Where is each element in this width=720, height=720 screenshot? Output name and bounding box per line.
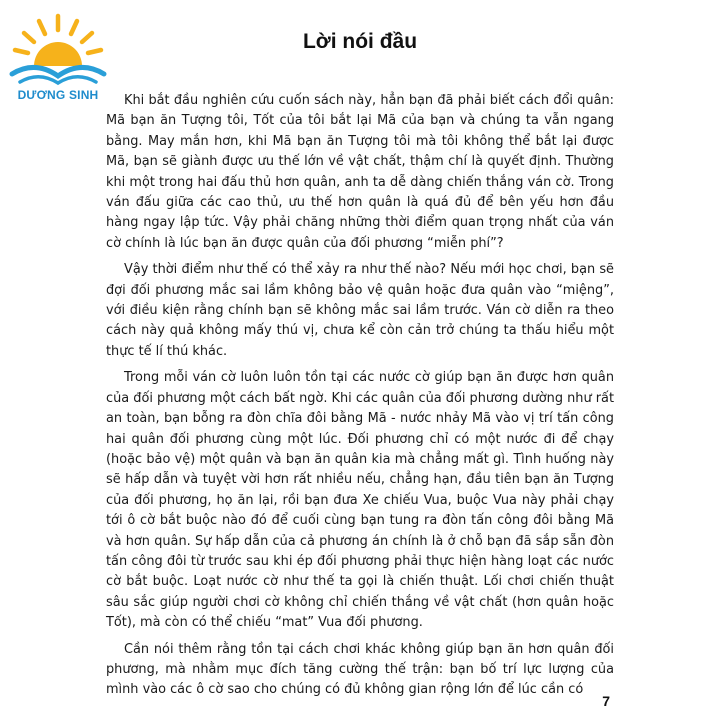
- paragraph: Vậy thời điểm như thế có thể xảy ra như thế nào? Nếu mới học chơi, bạn sẽ đợi đối phương mắc sai lầm không bảo vệ quân hoặc đưa quân vào “miệng”, với điều kiện rằng chính bạn sẽ không mắc sai lầm trước. Ván cờ diễn ra theo cách này quả không mấy thú vị, chưa kể còn cản trở chúng ta thấu hiểu một thực tế lí thú khác.: [106, 262, 614, 359]
- page-title: Lời nói đầu: [302, 30, 418, 53]
- page-number: 7: [602, 693, 610, 709]
- paragraph: Khi bắt đầu nghiên cứu cuốn sách này, hẳn bạn đã phải biết cách đổi quân: Mã bạn ăn Tượng tôi, Tốt của tôi bắt lại Mã của bạn và chúng ta vẫn ngang bằng. May mắn hơn, khi Mã bạn ăn Tượng tôi mà tôi không thể bắt lại được Mã, bạn sẽ giành được ưu thế lớn về vật chất, thậm chí là quyết định. Thường khi một trong hai đấu thủ hơn quân, anh ta dễ dàng chiến thắng ván cờ. Trong ván đấu giữa các cao thủ, ưu thế hơn quân là quá đủ để bên yếu hơn đầu hàng ngay lập tức. Vậy phải chăng những thời điểm quan trọng nhất của ván cờ chính là lúc bạn ăn được quân của đối phương “miễn phí”?: [106, 93, 614, 251]
- body-text: [106, 91, 614, 707]
- paragraph: Trong mỗi ván cờ luôn luôn tồn tại các nước cờ giúp bạn ăn được hơn quân của đối phương một cách bất ngờ. Khi các quân của đối phương dường như rất an toàn, bạn bỗng ra đòn chĩa đôi bằng Mã - nước nhảy Mã vào vị trí tấn công hai quân đối phương cùng một lúc. Đối phương chỉ có một nước đi để chạy (hoặc bảo vệ) một quân và bạn ăn quân kia mà chẳng mất gì. Tình huống này sẽ hấp dẫn và tuyệt vời hơn rất nhiều nếu, chẳng hạn, đầu tiên bạn ăn Tượng của đối phương, họ ăn lại, rồi bạn đưa Xe chiếu Vua, buộc Vua này phải chạy tới ô cờ bắt buộc nào đó để cuối cùng bạn tung ra đòn tấn công đôi bằng Mã và hơn quân. Sự hấp dẫn của cả phương án chính là ở chỗ bạn đã sắp sẵn đòn tấn công đôi từ trước sau khi ép đối phương phải thực hiện hàng loạt các nước cờ bắt buộc. Loạt nước cờ như thế ta gọi là chiến thuật. Lối chơi chiến thuật sâu sắc giúp người chơi cờ không chỉ chiến thắng về vật chất (hơn quân hoặc Tốt), mà còn có thể chiếu “mat” Vua đối phương.: [106, 370, 614, 631]
- publisher-logo: [2, 10, 114, 110]
- logo-text: DƯƠNG SINH: [17, 88, 99, 102]
- paragraph: Cần nói thêm rằng tồn tại cách chơi khác không giúp bạn ăn hơn quân đối phương, mà nhằm mục đích tăng cường thế trận: bạn bố trí lực lượng của mình vào các ô cờ sao cho chúng có đủ không gian rộng lớn để lúc cần có: [106, 641, 614, 698]
